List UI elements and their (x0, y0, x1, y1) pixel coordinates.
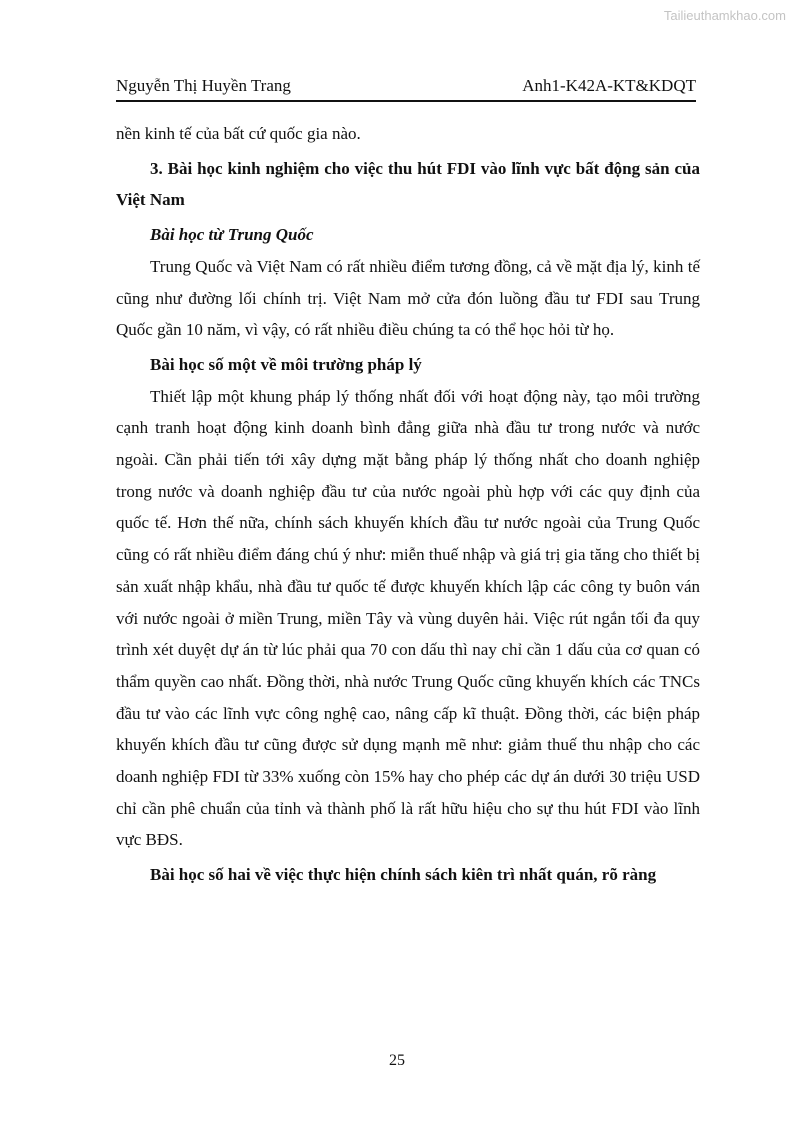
paragraph-intro: Trung Quốc và Việt Nam có rất nhiều điểm tương đồng, cả về mặt địa lý, kinh tế cũng như đường lối chính trị. Việt Nam mở cửa đón luồng đầu tư FDI sau Trung Quốc gần 10 năm, vì vậy, có rất nhiều điều chúng ta có thể học hỏi từ họ. (116, 256, 700, 340)
lesson-two-heading: Bài học số hai về việc thực hiện chính sách kiên trì nhất quán, rõ ràng (150, 865, 657, 885)
page-number: 25 (389, 1052, 405, 1069)
paragraph-legal-environment: Thiết lập một khung pháp lý thống nhất đối với hoạt động này, tạo môi trường cạnh tranh hoạt động kinh doanh bình đẳng giữa nhà đầu tư trong nước và nước ngoài. Cần phải tiến tới xây dựng mặt bằng pháp lý thống nhất cho doanh nghiệp trong nước và doanh nghiệp đầu tư của nước ngoài phù hợp với các quy định của quốc tế. Hơn thế nữa, chính sách khuyến khích đầu tư nước ngoài của Trung Quốc cũng có rất nhiều điểm đáng chú ý như: miễn thuế nhập và giá trị gia tăng cho thiết bị sản xuất nhập khẩu, nhà đầu tư quốc tế được khuyến khích lập các công ty buôn ván với nước ngoài ở miền Trung, miền Tây và vùng duyên hải. Việc rút ngắn tối đa quy trình xét duyệt dự án từ lúc phải qua 70 con dấu thì nay chỉ cần 1 dấu của cơ quan có thẩm quyền cao nhất. Đồng thời, nhà nước Trung Quốc cũng khuyến khích các TNCs đầu tư vào các lĩnh vực công nghệ cao, nâng cấp kĩ thuật. Đồng thời, các biện pháp khuyến khích đầu tư cũng được sử dụng mạnh mẽ như: giảm thuế thu nhập cho các doanh nghiệp FDI từ 33% xuống còn 15% hay cho phép các dự án dưới 30 triệu USD chỉ cần phê chuẩn của tỉnh và thành phố là rất hữu hiệu cho sự thu hút FDI vào lĩnh vực BĐS. (116, 386, 700, 850)
paragraph-continuation: nền kinh tế của bất cứ quốc gia nào. (116, 124, 361, 143)
page-header (116, 76, 696, 102)
class-code: Anh1-K42A-KT&KDQT (522, 76, 696, 95)
lesson-one-heading: Bài học số một về môi trường pháp lý (150, 354, 422, 374)
author-name: Nguyễn Thị Huyền Trang (116, 76, 291, 95)
page-body (116, 118, 700, 891)
watermark: Tailieuthamkhao.com (663, 8, 786, 23)
subsection-heading: Bài học từ Trung Quốc (150, 225, 314, 245)
section-heading: 3. Bài học kinh nghiệm cho việc thu hút FDI vào lĩnh vực bất động sản của Việt Nam (116, 158, 700, 210)
